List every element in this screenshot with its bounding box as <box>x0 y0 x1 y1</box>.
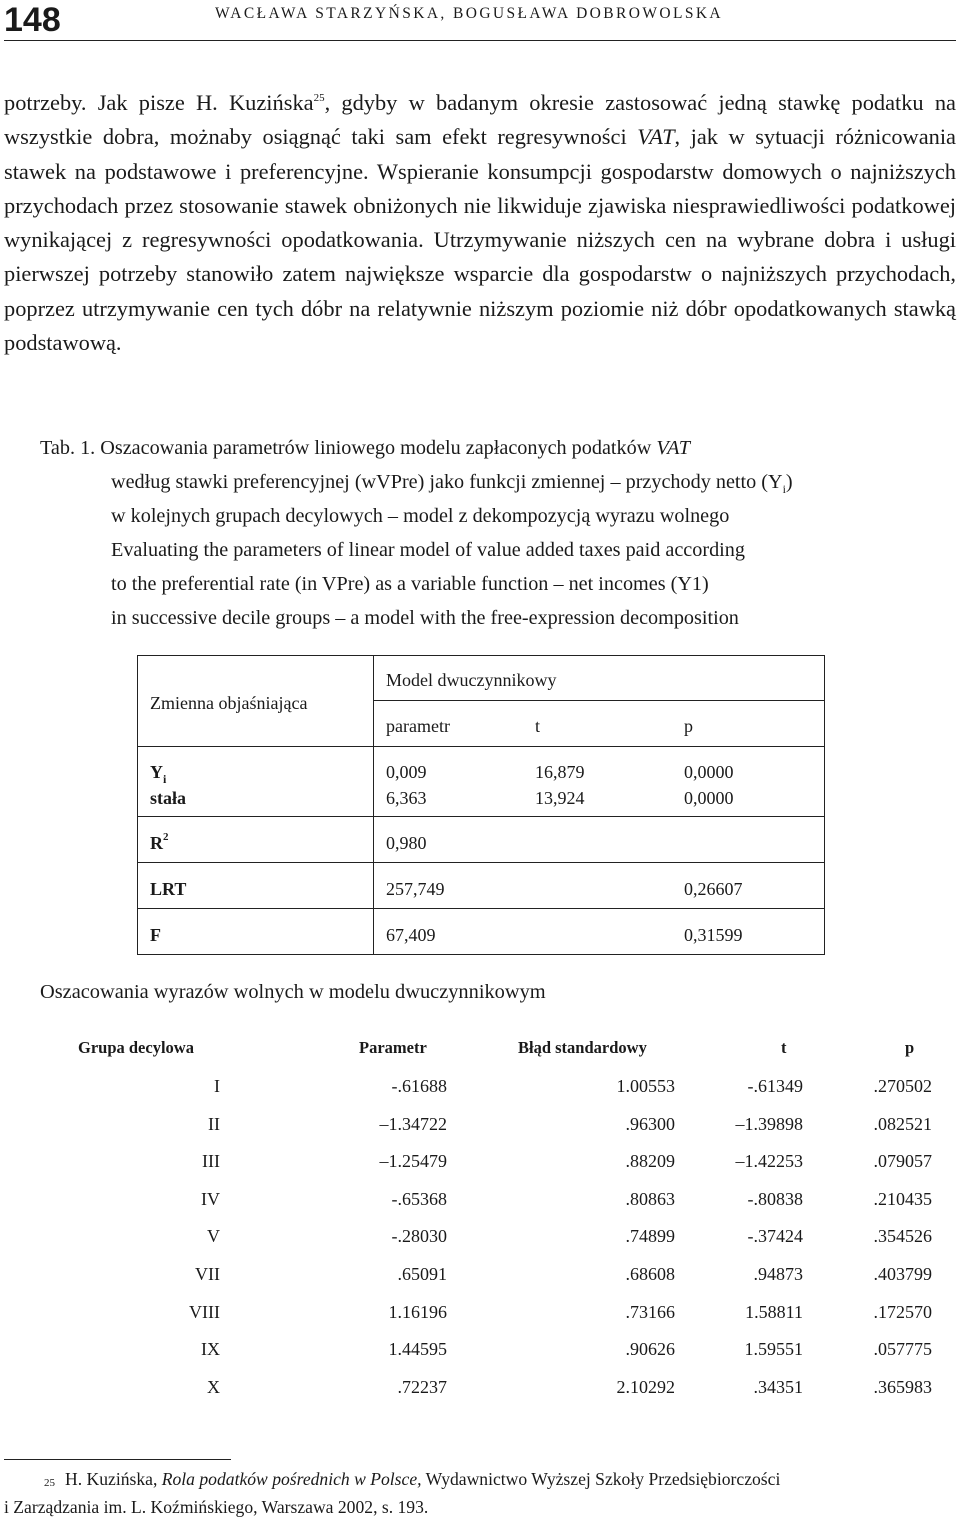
footnote-ref: 25 <box>314 92 325 104</box>
table-row <box>0 1334 960 1364</box>
caption-vat: VAT <box>656 437 690 459</box>
header-group: Grupa decylowa <box>78 1038 194 1058</box>
header-model: Model dwuczynnikowy <box>386 668 556 692</box>
r2-label <box>150 831 169 855</box>
footnote-prefix: H. Kuzińska, <box>41 1469 162 1489</box>
yi-sub: i <box>163 772 166 786</box>
running-head: WACŁAWA STARZYŃSKA, BOGUSŁAWA DOBROWOLSKA <box>215 5 723 23</box>
f-value: 67,409 <box>386 923 436 947</box>
footnote: 25 H. Kuzińska, Rola podatków pośrednich w Polsce, Wydawnictwo Wyższej Szkoły Przedsiębiorczości i Zarządzania im. L. Koźmińskiego, Warszawa 2002, s. 193. <box>4 1466 956 1521</box>
cell-param: 1.44595 <box>389 1334 448 1364</box>
table-row <box>0 1259 960 1289</box>
table-caption <box>40 431 793 635</box>
yi-label: Y <box>150 762 163 782</box>
table-row <box>0 1297 960 1327</box>
const-param: 6,363 <box>386 786 427 810</box>
cell-t: 1.59551 <box>745 1334 804 1364</box>
f-p: 0,31599 <box>684 923 743 947</box>
header-p: p <box>684 714 693 738</box>
yi-param: 0,009 <box>386 760 427 784</box>
table-rule <box>137 655 825 656</box>
body-paragraph <box>4 86 956 360</box>
cell-group: IX <box>201 1334 220 1364</box>
cell-param: –1.34722 <box>380 1109 448 1139</box>
table-rule <box>824 655 825 955</box>
table-row <box>0 1071 960 1101</box>
yi-p: 0,0000 <box>684 760 734 784</box>
cell-se: .74899 <box>626 1221 676 1251</box>
cell-param: .72237 <box>398 1372 448 1402</box>
cell-se: .73166 <box>626 1297 676 1327</box>
table-rule <box>137 746 825 747</box>
vat-term: VAT <box>637 124 674 149</box>
caption-line-3: w kolejnych grupach decylowych – model z dekompozycją wyrazu wolnego <box>40 499 793 533</box>
page-number: 148 <box>4 0 61 40</box>
table-row <box>0 1109 960 1139</box>
body-text-2: , gdyby w badanym okresie zastosować jedną stawkę podatku na wszystkie dobra, możnaby osiągnąć taki sam efekt regresywności <box>4 90 956 149</box>
header-p2: p <box>905 1038 914 1058</box>
table-rule <box>137 655 138 955</box>
caption-line-6: in successive decile groups – a model with the free-expression decomposition <box>40 601 793 635</box>
f-label: F <box>150 923 161 947</box>
cell-t: -.61349 <box>748 1071 804 1101</box>
cell-p: .079057 <box>874 1146 933 1176</box>
const-t: 13,924 <box>535 786 585 810</box>
cell-group: VII <box>195 1259 220 1289</box>
caption-line-1: Tab. 1. Oszacowania parametrów liniowego modelu zapłaconych podatków <box>40 437 656 459</box>
footnote-line-2: i Zarządzania im. L. Koźmińskiego, Warszawa 2002, s. 193. <box>4 1494 956 1521</box>
cell-param: -.61688 <box>392 1071 448 1101</box>
table-rule <box>373 655 374 955</box>
model-table <box>137 655 825 955</box>
table-rule <box>137 908 825 909</box>
const-p: 0,0000 <box>684 786 734 810</box>
cell-t: .34351 <box>754 1372 804 1402</box>
table-rule <box>373 700 825 701</box>
caption-line-2-suffix: ) <box>786 471 793 493</box>
cell-se: .96300 <box>626 1109 676 1139</box>
cell-group: X <box>207 1372 220 1402</box>
cell-se: 2.10292 <box>617 1372 676 1402</box>
header-variable: Zmienna objaśniająca <box>150 691 307 715</box>
lrt-label: LRT <box>150 877 186 901</box>
header-se: Błąd standardowy <box>518 1038 647 1058</box>
footnote-suffix: Wydawnictwo Wyższej Szkoły Przedsiębiorczości <box>422 1469 781 1489</box>
cell-se: 1.00553 <box>617 1071 676 1101</box>
cell-se: .90626 <box>626 1334 676 1364</box>
cell-p: .172570 <box>874 1297 933 1327</box>
lrt-p: 0,26607 <box>684 877 743 901</box>
cell-param: –1.25479 <box>380 1146 448 1176</box>
cell-t: 1.58811 <box>745 1297 803 1327</box>
cell-group: I <box>214 1071 220 1101</box>
caption-line-5: to the preferential rate (in VPre) as a variable function – net incomes (Y1) <box>40 567 793 601</box>
cell-t: -.80838 <box>748 1184 804 1214</box>
header-param: parametr <box>386 714 450 738</box>
caption-line-2: według stawki preferencyjnej (wVPre) jako funkcji zmiennej – przychody netto (Y <box>111 471 783 493</box>
table-rule <box>137 954 825 955</box>
r2-sup: 2 <box>163 831 169 843</box>
yi-t: 16,879 <box>535 760 585 784</box>
cell-p: .403799 <box>874 1259 933 1289</box>
table-row <box>0 1372 960 1402</box>
body-text-3: , jak w sytuacji różnicowania stawek na podstawowe i preferencyjne. Wspieranie konsumpcji gospodarstw domowych o najniższych przychodach przez stosowanie stawek obniżonych nie likwiduje zjawiska niesprawiedliwości podatkowej wynikającej z regresywności opodatkowania. Utrzymywanie niższych cen na wybrane dobra i usługi pierwszej potrzeby stanowiło zatem największe wsparcie dla gospodarstw o najniższych przychodach, poprzez utrzymywanie cen tych dóbr na relatywnie niższym poziomie niż dóbr opodatkowanych stawką podstawową. <box>4 124 956 355</box>
subheading: Oszacowania wyrazów wolnych w modelu dwuczynnikowym <box>40 977 546 1007</box>
body-text-1: potrzeby. Jak pisze H. Kuzińska <box>4 90 314 115</box>
cell-param: 1.16196 <box>389 1297 448 1327</box>
table-rule <box>137 816 825 817</box>
cell-t: –1.42253 <box>736 1146 804 1176</box>
caption-line-2-sub: i <box>783 482 786 496</box>
cell-t: .94873 <box>754 1259 804 1289</box>
cell-p: .270502 <box>874 1071 933 1101</box>
cell-group: V <box>207 1221 220 1251</box>
table-row <box>0 1184 960 1214</box>
cell-t: –1.39898 <box>736 1109 804 1139</box>
cell-p: .057775 <box>874 1334 933 1364</box>
cell-se: .80863 <box>626 1184 676 1214</box>
cell-t: -.37424 <box>748 1221 804 1251</box>
cell-se: .88209 <box>626 1146 676 1176</box>
table-rule <box>137 862 825 863</box>
const-label: stała <box>150 786 186 810</box>
header-t2: t <box>781 1038 787 1058</box>
cell-p: .210435 <box>874 1184 933 1214</box>
footnote-title: Rola podatków pośrednich w Polsce, <box>162 1469 422 1489</box>
r2-label-text: R <box>150 833 163 853</box>
table-row <box>0 1221 960 1251</box>
cell-p: .365983 <box>874 1372 933 1402</box>
lrt-value: 257,749 <box>386 877 445 901</box>
header-t: t <box>535 714 540 738</box>
cell-group: VIII <box>189 1297 220 1327</box>
cell-se: .68608 <box>626 1259 676 1289</box>
cell-param: .65091 <box>398 1259 448 1289</box>
page-header <box>4 0 956 41</box>
cell-p: .082521 <box>874 1109 933 1139</box>
footnote-rule <box>4 1459 231 1460</box>
cell-p: .354526 <box>874 1221 933 1251</box>
header-parametr: Parametr <box>359 1038 427 1058</box>
cell-group: III <box>202 1146 220 1176</box>
cell-param: -.65368 <box>392 1184 448 1214</box>
r2-value: 0,980 <box>386 831 427 855</box>
table-row <box>0 1146 960 1176</box>
cell-param: -.28030 <box>392 1221 448 1251</box>
cell-group: IV <box>201 1184 220 1214</box>
caption-line-4: Evaluating the parameters of linear model of value added taxes paid according <box>40 533 793 567</box>
row-yi-label <box>150 760 166 784</box>
cell-group: II <box>208 1109 220 1139</box>
